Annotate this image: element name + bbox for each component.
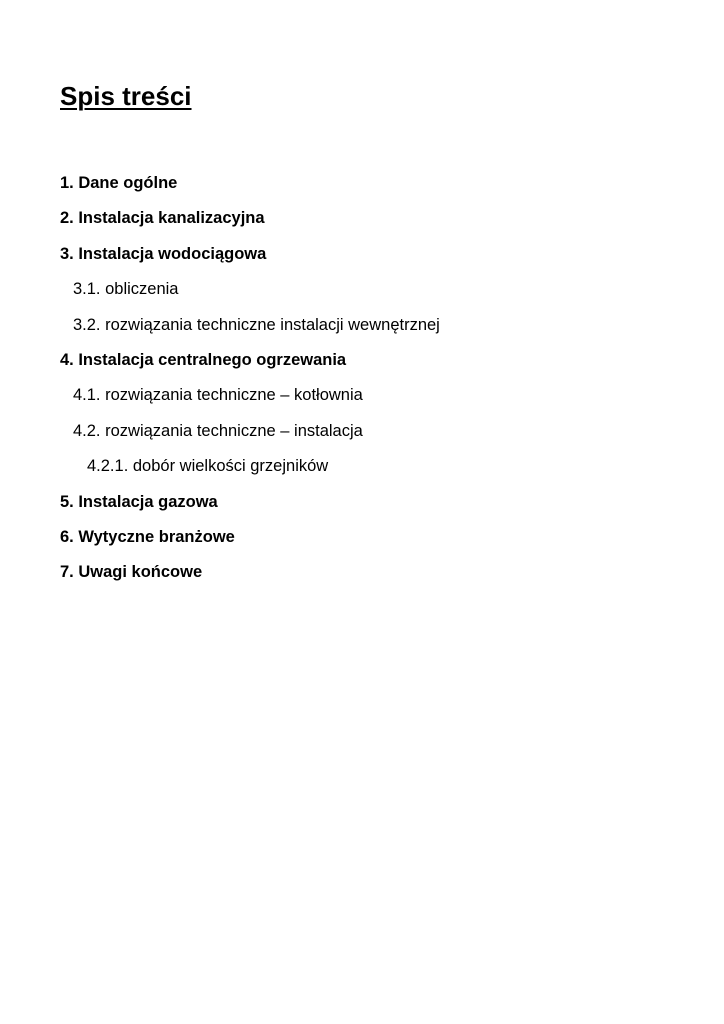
toc-entry-4-2-1: 4.2.1. dobór wielkości grzejników (87, 457, 329, 476)
toc-entry-7: 7. Uwagi końcowe (60, 563, 203, 582)
toc-entry-6: 6. Wytyczne branżowe (60, 527, 235, 546)
toc-entry-4-2: 4.2. rozwiązania techniczne – instalacja (73, 421, 363, 440)
toc-entry-3-1: 3.1. obliczenia (73, 280, 179, 299)
toc-entry-3-2: 3.2. rozwiązania techniczne instalacji wewnętrznej (73, 315, 440, 334)
toc-entry-3: 3. Instalacja wodociągowa (60, 244, 267, 263)
toc-entry-1: 1. Dane ogólne (60, 174, 178, 192)
page-title: Spis treści (60, 81, 192, 111)
table-of-contents (0, 171, 724, 596)
toc-entry-4-1: 4.1. rozwiązania techniczne – kotłownia (73, 386, 363, 405)
toc-entry-5: 5. Instalacja gazowa (60, 492, 218, 511)
toc-entry-2: 2. Instalacja kanalizacyjna (60, 209, 265, 228)
toc-entry-4: 4. Instalacja centralnego ogrzewania (60, 350, 347, 369)
